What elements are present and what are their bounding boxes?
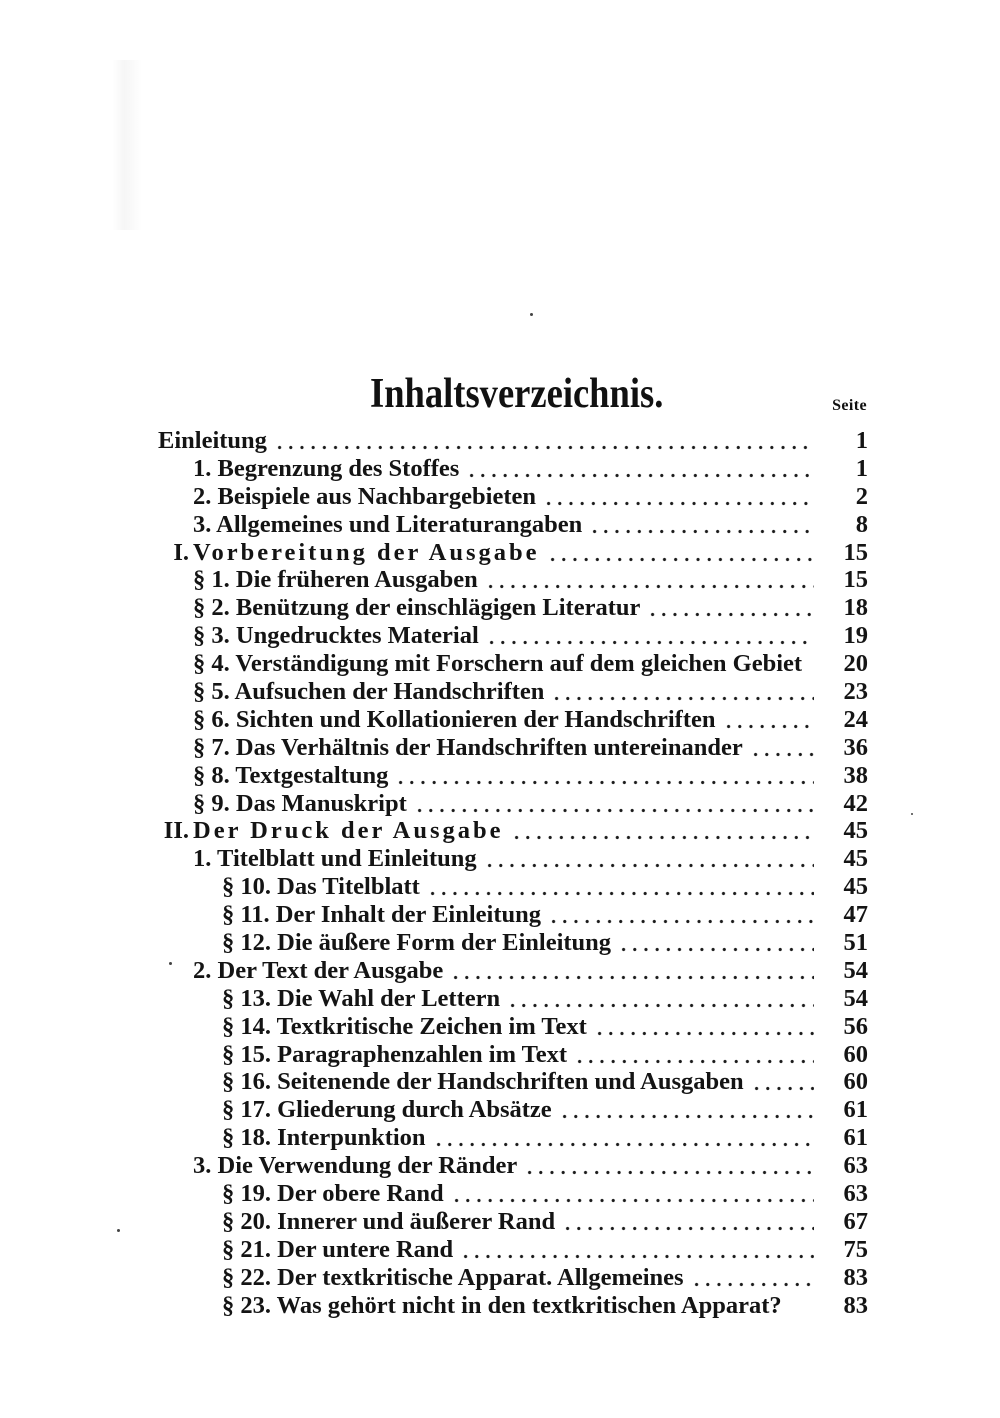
toc-page-number: 24 bbox=[843, 705, 868, 733]
toc-entry-title: § 17. Gliederung durch Absätze bbox=[222, 1096, 552, 1124]
dot-leader bbox=[460, 1236, 814, 1264]
dot-leader bbox=[274, 427, 814, 455]
toc-entry-title: § 16. Seitenende der Handschriften und Ausgaben bbox=[222, 1068, 744, 1096]
toc-page-number: 18 bbox=[843, 594, 868, 622]
toc-page-number: 61 bbox=[843, 1096, 868, 1124]
toc-entry-title: § 8. Textgestaltung bbox=[193, 761, 389, 789]
scan-speck bbox=[530, 313, 533, 316]
toc-entry-title: § 23. Was gehört nicht in den textkritischen Apparat? bbox=[222, 1291, 782, 1319]
dot-leader bbox=[427, 873, 814, 901]
toc-entry-title: § 14. Textkritische Zeichen im Text bbox=[222, 1012, 587, 1040]
dot-leader bbox=[466, 455, 814, 483]
toc-entry-title: § 19. Der obere Rand bbox=[222, 1180, 444, 1208]
dot-leader bbox=[547, 539, 814, 567]
toc-entry-title: § 5. Aufsuchen der Handschriften bbox=[193, 678, 545, 706]
toc-page-number: 15 bbox=[843, 566, 868, 594]
toc-page-number: 8 bbox=[855, 510, 868, 538]
dot-leader bbox=[618, 929, 814, 957]
dot-leader bbox=[574, 1041, 814, 1069]
dot-leader bbox=[594, 1013, 814, 1041]
dot-leader bbox=[543, 483, 814, 511]
toc-page-number: 38 bbox=[843, 761, 868, 789]
dot-leader bbox=[751, 1068, 814, 1096]
dot-leader bbox=[647, 594, 814, 622]
dot-leader bbox=[551, 678, 814, 706]
toc-entry bbox=[158, 1180, 868, 1208]
dot-leader bbox=[723, 706, 815, 734]
toc-entry bbox=[158, 511, 868, 539]
toc-entry-title: 1. Begrenzung des Stoffes bbox=[193, 454, 460, 482]
page-title: Inhaltsverzeichnis. bbox=[370, 371, 664, 417]
toc-entry bbox=[158, 1124, 868, 1152]
toc-entry-title: 1. Titelblatt und Einleitung bbox=[193, 845, 477, 873]
dot-leader bbox=[450, 957, 814, 985]
toc-entry bbox=[158, 678, 868, 706]
toc-page-number: 54 bbox=[843, 956, 868, 984]
toc-page-number: 56 bbox=[843, 1012, 868, 1040]
toc-entry-title: § 4. Verständigung mit Forschern auf dem gleichen Gebiet bbox=[193, 650, 803, 678]
toc-entry bbox=[158, 734, 868, 762]
dot-leader bbox=[524, 1152, 814, 1180]
toc-page-number: 45 bbox=[843, 873, 868, 901]
toc-page-number: 67 bbox=[843, 1207, 868, 1235]
toc-entry bbox=[158, 957, 868, 985]
toc-page-number: 61 bbox=[843, 1124, 868, 1152]
toc-page-number: 20 bbox=[843, 650, 868, 678]
toc-page-number: 54 bbox=[843, 984, 868, 1012]
toc-entry bbox=[158, 1013, 868, 1041]
toc-entry-title: § 21. Der untere Rand bbox=[222, 1235, 454, 1263]
toc-page-number: 19 bbox=[843, 622, 868, 650]
toc-entry-title: 3. Allgemeines und Literaturangaben bbox=[193, 510, 583, 538]
toc-page-number: 23 bbox=[843, 678, 868, 706]
dot-leader bbox=[562, 1208, 814, 1236]
toc-part-entry bbox=[158, 817, 868, 845]
toc-entry bbox=[158, 901, 868, 929]
toc-entry-title: Vorbereitung der Ausgabe bbox=[193, 538, 540, 566]
toc-entry-title: § 10. Das Titelblatt bbox=[222, 873, 420, 901]
toc-entry bbox=[158, 1096, 868, 1124]
toc-entry bbox=[158, 650, 868, 678]
dot-leader bbox=[451, 1180, 814, 1208]
dot-leader bbox=[484, 845, 814, 873]
toc-entry bbox=[158, 845, 868, 873]
toc-entry-title: § 22. Der textkritische Apparat. Allgemeines bbox=[222, 1263, 684, 1291]
toc-page-number: 1 bbox=[855, 427, 868, 454]
toc-entry bbox=[158, 427, 868, 455]
toc-page-number: 51 bbox=[843, 929, 868, 957]
dot-leader bbox=[507, 985, 814, 1013]
toc-entry-title: § 15. Paragraphenzahlen im Text bbox=[222, 1040, 568, 1068]
toc-page-number: 63 bbox=[843, 1152, 868, 1180]
dot-leader bbox=[485, 566, 814, 594]
toc-entry-title: § 2. Benützung der einschlägigen Literatur bbox=[193, 594, 641, 622]
part-numeral: II. bbox=[163, 817, 189, 845]
dot-leader bbox=[589, 511, 814, 539]
scan-speck bbox=[911, 813, 913, 815]
toc-entry bbox=[158, 1041, 868, 1069]
toc-entry bbox=[158, 762, 868, 790]
toc-entry bbox=[158, 985, 868, 1013]
toc-entry-title: § 9. Das Manuskript bbox=[193, 789, 407, 817]
dot-leader bbox=[691, 1264, 814, 1292]
toc-page-number: 45 bbox=[843, 817, 868, 845]
toc-entry bbox=[158, 1208, 868, 1236]
toc-entry-title: § 6. Sichten und Kollationieren der Handschriften bbox=[193, 705, 716, 733]
toc-entry bbox=[158, 706, 868, 734]
toc-entry bbox=[158, 873, 868, 901]
toc-entry bbox=[158, 455, 868, 483]
toc-page-number: 15 bbox=[843, 538, 868, 566]
toc-page-number: 45 bbox=[843, 845, 868, 873]
toc-page-number: 63 bbox=[843, 1180, 868, 1208]
toc-page-number: 1 bbox=[855, 454, 868, 482]
toc-entry bbox=[158, 1236, 868, 1264]
dot-leader bbox=[395, 762, 814, 790]
toc-page-number: 2 bbox=[855, 482, 868, 510]
toc-entry-title: Einleitung bbox=[158, 427, 267, 454]
toc-entry-title: 2. Der Text der Ausgabe bbox=[193, 956, 444, 984]
dot-leader bbox=[559, 1096, 814, 1124]
toc-entry-title: 3. Die Verwendung der Ränder bbox=[193, 1152, 518, 1180]
scan-speck bbox=[117, 1229, 120, 1232]
toc-entry bbox=[158, 1292, 868, 1320]
toc-page-number: 47 bbox=[843, 901, 868, 929]
page-column-header: Seite bbox=[832, 397, 867, 414]
toc-part-entry bbox=[158, 539, 868, 567]
toc-entry-title: § 18. Interpunktion bbox=[222, 1124, 426, 1152]
toc-entry bbox=[158, 1264, 868, 1292]
toc-entry bbox=[158, 483, 868, 511]
dot-leader bbox=[486, 622, 814, 650]
toc-entry bbox=[158, 622, 868, 650]
toc-entry bbox=[158, 1152, 868, 1180]
toc-page-number: 60 bbox=[843, 1040, 868, 1068]
toc-entry-title: § 7. Das Verhältnis der Handschriften untereinander bbox=[193, 733, 743, 761]
toc-entry bbox=[158, 566, 868, 594]
toc-entry-title: § 1. Die früheren Ausgaben bbox=[193, 566, 478, 594]
toc-entry-title: § 12. Die äußere Form der Einleitung bbox=[222, 929, 612, 957]
toc-entry bbox=[158, 790, 868, 818]
dot-leader bbox=[750, 734, 814, 762]
toc-entry-title: Der Druck der Ausgabe bbox=[193, 817, 504, 845]
dot-leader bbox=[414, 790, 814, 818]
toc-page-number: 83 bbox=[843, 1291, 868, 1319]
toc-page-number: 42 bbox=[843, 789, 868, 817]
toc-entry-title: § 3. Ungedrucktes Material bbox=[193, 622, 479, 650]
toc-page-number: 75 bbox=[843, 1235, 868, 1263]
toc-entry bbox=[158, 594, 868, 622]
toc-entry bbox=[158, 1068, 868, 1096]
table-of-contents bbox=[158, 427, 868, 1320]
toc-entry-title: § 13. Die Wahl der Lettern bbox=[222, 984, 501, 1012]
toc-entry-title: § 11. Der Inhalt der Einleitung bbox=[222, 901, 542, 929]
toc-entry bbox=[158, 929, 868, 957]
toc-entry-title: § 20. Innerer und äußerer Rand bbox=[222, 1207, 556, 1235]
dot-leader bbox=[433, 1124, 814, 1152]
part-numeral: I. bbox=[173, 538, 189, 566]
scan-shading bbox=[112, 60, 142, 230]
toc-entry-title: 2. Beispiele aus Nachbargebieten bbox=[193, 482, 536, 510]
toc-page-number: 60 bbox=[843, 1068, 868, 1096]
toc-page-number: 36 bbox=[843, 733, 868, 761]
dot-leader bbox=[511, 817, 814, 845]
dot-leader bbox=[548, 901, 814, 929]
toc-page-number: 83 bbox=[843, 1263, 868, 1291]
